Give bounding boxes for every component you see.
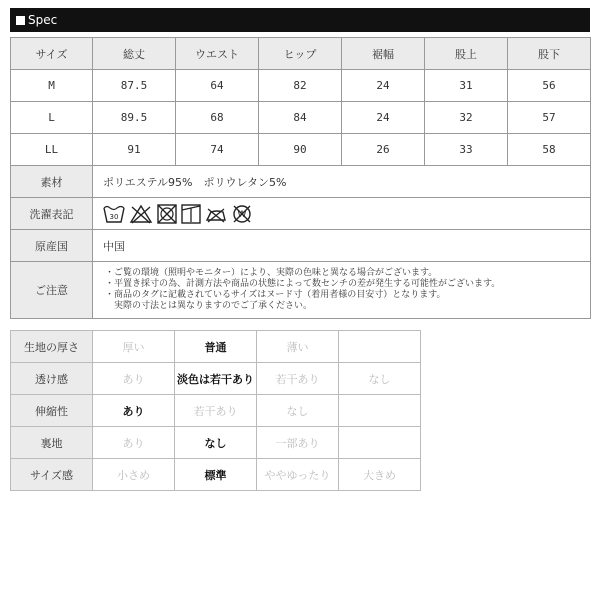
value-cell: 87.5 bbox=[93, 70, 176, 102]
value-cell: 68 bbox=[176, 102, 259, 134]
no-dry-clean-icon bbox=[231, 204, 253, 224]
note-line: ・商品のタグに記載されているサイズはヌード寸（着用者様の目安寸）となります。 bbox=[105, 290, 446, 300]
notes-label: ご注意 bbox=[11, 262, 93, 319]
feel-option: なし bbox=[175, 427, 257, 459]
low-iron-icon bbox=[205, 204, 227, 224]
table-row bbox=[11, 102, 591, 134]
value-cell: 58 bbox=[508, 134, 591, 166]
origin-row bbox=[11, 230, 591, 262]
care-label: 洗濯表記 bbox=[11, 198, 93, 230]
feel-option: あり bbox=[93, 363, 175, 395]
feel-option: あり bbox=[93, 427, 175, 459]
value-cell: 82 bbox=[259, 70, 342, 102]
note-line: 実際の寸法とは異なりますのでご了承ください。 bbox=[105, 301, 313, 311]
feel-option: なし bbox=[339, 363, 421, 395]
care-row bbox=[11, 198, 591, 230]
value-cell: 90 bbox=[259, 134, 342, 166]
material-row bbox=[11, 166, 591, 198]
feel-option: 厚い bbox=[93, 331, 175, 363]
feel-option: 薄い bbox=[257, 331, 339, 363]
material-value: ポリエステル95% ポリウレタン5% bbox=[93, 166, 591, 198]
table-row bbox=[11, 70, 591, 102]
care-icons bbox=[93, 198, 591, 230]
no-bleach-icon bbox=[129, 204, 153, 224]
feel-option bbox=[339, 331, 421, 363]
size-cell: L bbox=[11, 102, 93, 134]
feel-row-lining bbox=[11, 427, 421, 459]
value-cell: 74 bbox=[176, 134, 259, 166]
column-header: 裾幅 bbox=[342, 38, 425, 70]
feel-option: 淡色は若干あり bbox=[175, 363, 257, 395]
spec-header bbox=[10, 8, 590, 32]
feel-option: 小さめ bbox=[93, 459, 175, 491]
notes-row bbox=[11, 262, 591, 319]
wash-temp: 30 bbox=[109, 212, 119, 221]
spec-table bbox=[10, 37, 591, 319]
spec-header-row bbox=[11, 38, 591, 70]
feel-label: 伸縮性 bbox=[11, 395, 93, 427]
table-row bbox=[11, 134, 591, 166]
wash-30-icon bbox=[103, 204, 125, 224]
column-header: ウエスト bbox=[176, 38, 259, 70]
feel-option: 若干あり bbox=[175, 395, 257, 427]
note-line: ・平置き採寸の為、計測方法や商品の状態によって数センチの差が発生する可能性がございます。 bbox=[105, 279, 501, 289]
size-cell: LL bbox=[11, 134, 93, 166]
value-cell: 24 bbox=[342, 70, 425, 102]
value-cell: 89.5 bbox=[93, 102, 176, 134]
value-cell: 56 bbox=[508, 70, 591, 102]
feel-option: 一部あり bbox=[257, 427, 339, 459]
feel-option bbox=[339, 395, 421, 427]
column-header: サイズ bbox=[11, 38, 93, 70]
value-cell: 64 bbox=[176, 70, 259, 102]
feel-option: あり bbox=[93, 395, 175, 427]
feel-label: 生地の厚さ bbox=[11, 331, 93, 363]
size-cell: M bbox=[11, 70, 93, 102]
value-cell: 57 bbox=[508, 102, 591, 134]
feel-label: 透け感 bbox=[11, 363, 93, 395]
value-cell: 33 bbox=[425, 134, 508, 166]
value-cell: 24 bbox=[342, 102, 425, 134]
value-cell: 31 bbox=[425, 70, 508, 102]
feel-row-sheerness bbox=[11, 363, 421, 395]
no-tumble-dry-icon bbox=[157, 204, 177, 224]
note-line: ・ご覧の環境（照明やモニター）により、実際の色味と異なる場合がございます。 bbox=[105, 268, 438, 278]
value-cell: 32 bbox=[425, 102, 508, 134]
column-header: 総丈 bbox=[93, 38, 176, 70]
line-dry-icon bbox=[181, 204, 201, 224]
feel-label: サイズ感 bbox=[11, 459, 93, 491]
feel-option: 大きめ bbox=[339, 459, 421, 491]
square-icon bbox=[16, 16, 25, 25]
feel-option: 若干あり bbox=[257, 363, 339, 395]
value-cell: 91 bbox=[93, 134, 176, 166]
value-cell: 26 bbox=[342, 134, 425, 166]
fabric-feel-table bbox=[10, 330, 421, 491]
feel-option: 普通 bbox=[175, 331, 257, 363]
svg-text:W: W bbox=[237, 209, 247, 220]
feel-row-fit bbox=[11, 459, 421, 491]
origin-value: 中国 bbox=[93, 230, 591, 262]
origin-label: 原産国 bbox=[11, 230, 93, 262]
feel-row-stretch bbox=[11, 395, 421, 427]
notes-text bbox=[93, 262, 591, 319]
column-header: 股下 bbox=[508, 38, 591, 70]
feel-option bbox=[339, 427, 421, 459]
spec-header-title: Spec bbox=[28, 13, 58, 27]
feel-option: ややゆったり bbox=[257, 459, 339, 491]
feel-option: 標準 bbox=[175, 459, 257, 491]
value-cell: 84 bbox=[259, 102, 342, 134]
feel-option: なし bbox=[257, 395, 339, 427]
feel-label: 裏地 bbox=[11, 427, 93, 459]
material-label: 素材 bbox=[11, 166, 93, 198]
feel-row-thickness bbox=[11, 331, 421, 363]
column-header: 股上 bbox=[425, 38, 508, 70]
column-header: ヒップ bbox=[259, 38, 342, 70]
